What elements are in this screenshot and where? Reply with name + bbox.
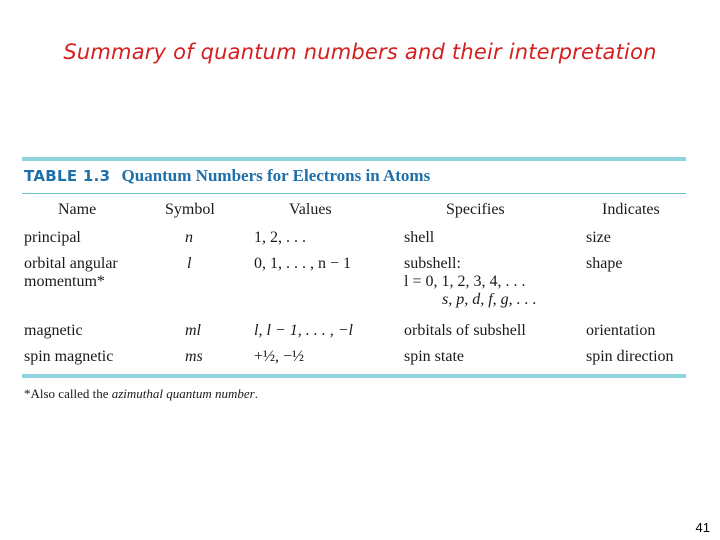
column-header-indicates: Indicates (602, 201, 660, 218)
row-orbital-symbol: l (187, 255, 192, 272)
row-orbital-name: orbital angular (24, 255, 118, 272)
row-orbital-specifies-line2: l = 0, 1, 2, 3, 4, . . . (404, 273, 526, 290)
table-caption: Quantum Numbers for Electrons in Atoms (121, 166, 431, 185)
row-magnetic-specifies: orbitals of subshell (404, 322, 526, 339)
row-principal-specifies: shell (404, 229, 435, 246)
row-orbital-specifies-line3: s, p, d, f, g, . . . (442, 291, 537, 308)
table-top-rule (22, 157, 686, 161)
header-divider (22, 193, 686, 194)
column-header-values: Values (289, 201, 332, 218)
column-header-specifies: Specifies (446, 201, 505, 218)
page-number: 41 (695, 520, 710, 535)
row-principal-name: principal (24, 229, 81, 246)
footnote-suffix: . (254, 386, 258, 401)
row-spin-symbol: ms (185, 348, 203, 365)
column-header-name: Name (58, 201, 97, 218)
row-principal-symbol: n (185, 229, 193, 246)
row-magnetic-name: magnetic (24, 322, 83, 339)
row-magnetic-values: l, l − 1, . . . , −l (254, 322, 353, 339)
table-bottom-rule (22, 374, 686, 378)
row-magnetic-indicates: orientation (586, 322, 656, 339)
row-orbital-indicates: shape (586, 255, 623, 272)
slide-title: Summary of quantum numbers and their interpretation (63, 40, 657, 64)
row-spin-indicates: spin direction (586, 348, 674, 365)
row-spin-values: +½, −½ (254, 348, 305, 365)
row-principal-values: 1, 2, . . . (254, 229, 306, 246)
row-principal-indicates: size (586, 229, 611, 246)
table-heading (24, 166, 430, 186)
footnote-prefix: *Also called the (24, 386, 112, 401)
row-spin-name: spin magnetic (24, 348, 114, 365)
table-footnote (24, 386, 258, 402)
row-orbital-name-line2: momentum* (24, 273, 105, 290)
row-magnetic-symbol: ml (185, 322, 201, 339)
table-number: TABLE 1.3 (24, 167, 111, 185)
column-header-symbol: Symbol (165, 201, 215, 218)
footnote-italic: azimuthal quantum number (111, 386, 255, 401)
row-orbital-specifies: subshell: (404, 255, 461, 272)
row-orbital-values: 0, 1, . . . , n − 1 (254, 255, 352, 272)
row-spin-specifies: spin state (404, 348, 464, 365)
